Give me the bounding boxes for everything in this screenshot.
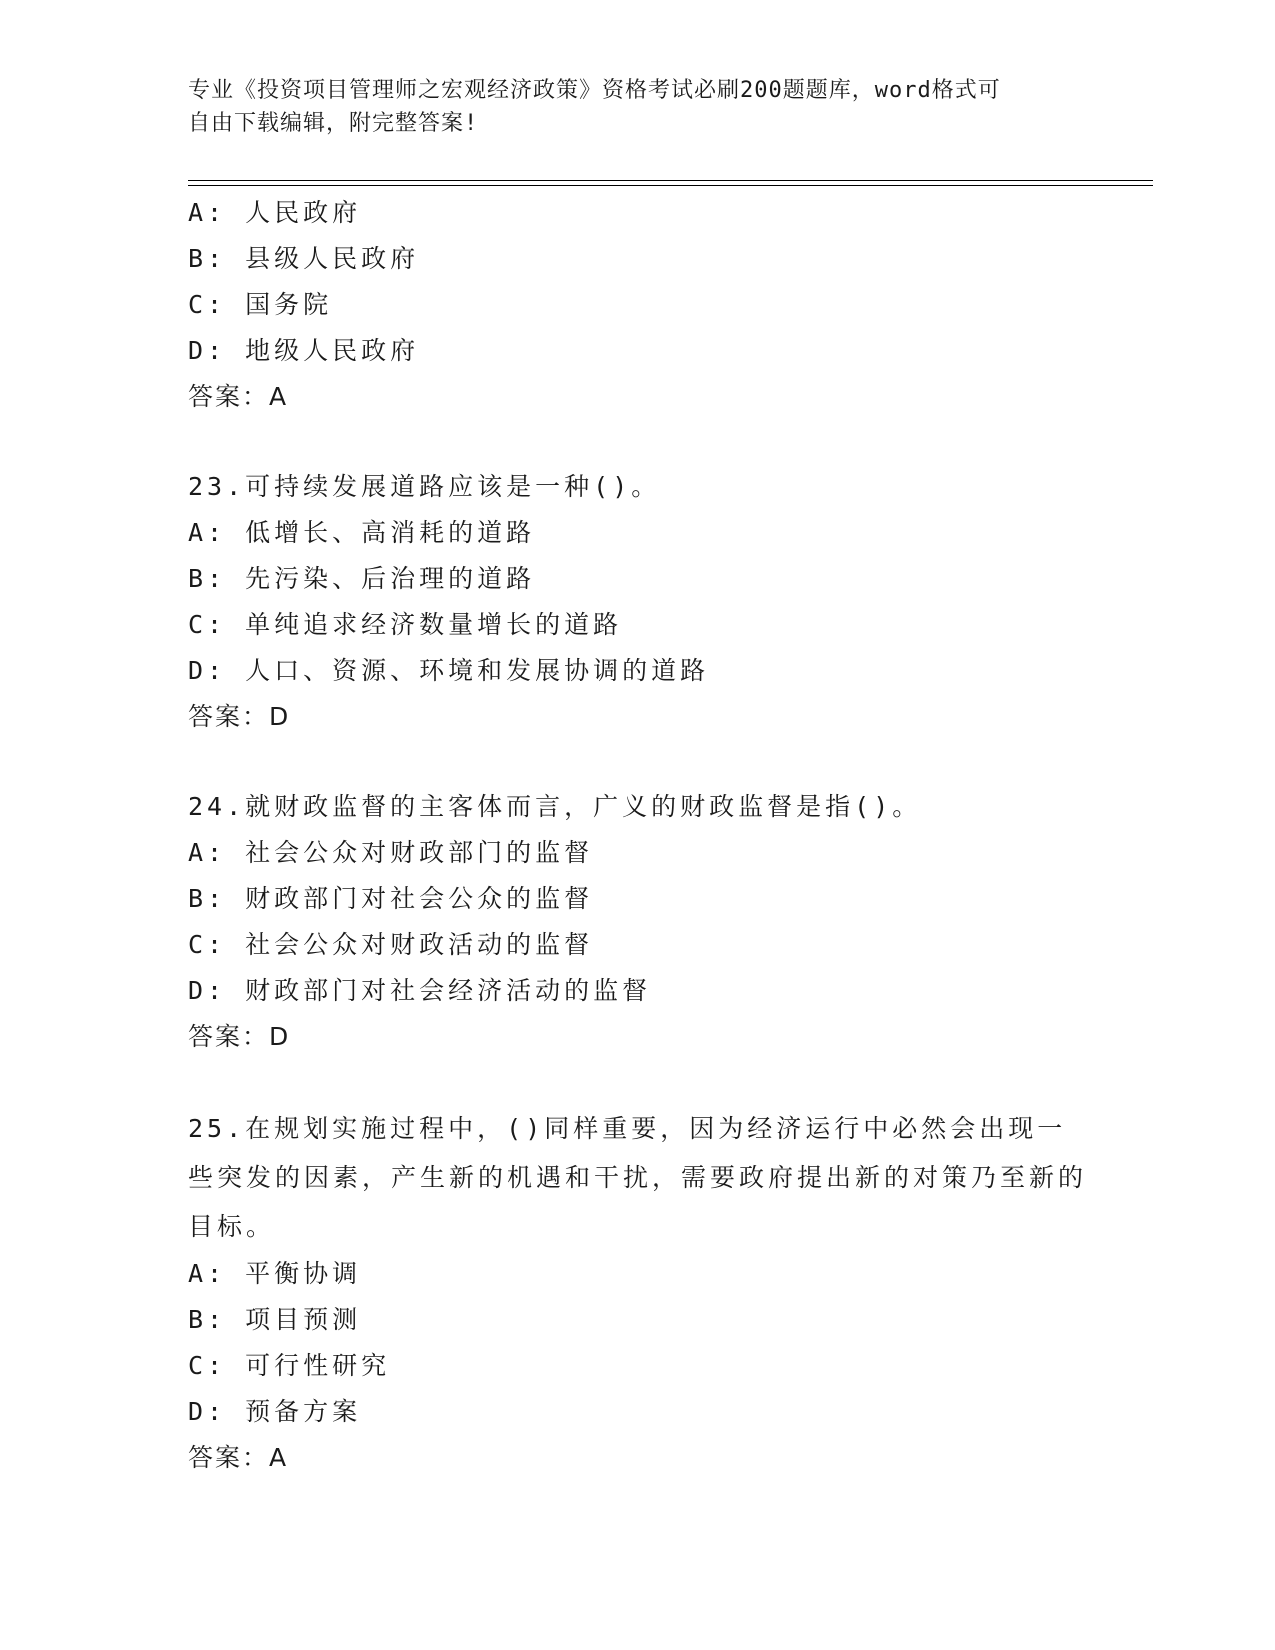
document-header	[188, 74, 1068, 140]
spacer	[188, 1060, 1088, 1104]
option-c: C: 国务院	[188, 290, 333, 319]
question-23	[188, 464, 1088, 740]
header-title-line-2: 自由下载编辑，附完整答案!	[188, 111, 479, 136]
option-b: B: 先污染、后治理的道路	[188, 564, 536, 593]
question-25	[188, 1104, 1088, 1481]
option-a: A: 低增长、高消耗的道路	[188, 518, 536, 547]
answer: 答案：D	[188, 1022, 291, 1051]
header-title-line-1: 专业《投资项目管理师之宏观经济政策》资格考试必刷200题题库，word格式可	[188, 78, 1001, 103]
question-22	[188, 190, 1088, 420]
option-a: A: 社会公众对财政部门的监督	[188, 838, 594, 867]
question-stem: 25.在规划实施过程中，()同样重要，因为经济运行中必然会出现一些突发的因素，产生新的机遇和干扰，需要政府提出新的对策乃至新的目标。	[188, 1114, 1088, 1241]
option-b: B: 项目预测	[188, 1305, 362, 1334]
question-stem: 23.可持续发展道路应该是一种()。	[188, 472, 661, 501]
option-d: D: 财政部门对社会经济活动的监督	[188, 976, 652, 1005]
option-c: C: 可行性研究	[188, 1351, 391, 1380]
question-24	[188, 784, 1088, 1060]
spacer	[188, 740, 1088, 784]
option-d: D: 地级人民政府	[188, 336, 420, 365]
option-a: A: 人民政府	[188, 198, 362, 227]
option-a: A: 平衡协调	[188, 1259, 362, 1288]
spacer	[188, 420, 1088, 464]
question-stem: 24.就财政监督的主客体而言，广义的财政监督是指()。	[188, 792, 922, 821]
option-b: B: 县级人民政府	[188, 244, 420, 273]
answer: 答案：A	[188, 382, 289, 411]
option-c: C: 单纯追求经济数量增长的道路	[188, 610, 623, 639]
option-b: B: 财政部门对社会公众的监督	[188, 884, 594, 913]
option-c: C: 社会公众对财政活动的监督	[188, 930, 594, 959]
header-rule-bottom	[188, 185, 1153, 186]
option-d: D: 预备方案	[188, 1397, 362, 1426]
answer: 答案：D	[188, 702, 291, 731]
header-rule-top	[188, 180, 1153, 181]
answer: 答案：A	[188, 1443, 289, 1472]
question-list	[188, 190, 1088, 1481]
option-d: D: 人口、资源、环境和发展协调的道路	[188, 656, 710, 685]
